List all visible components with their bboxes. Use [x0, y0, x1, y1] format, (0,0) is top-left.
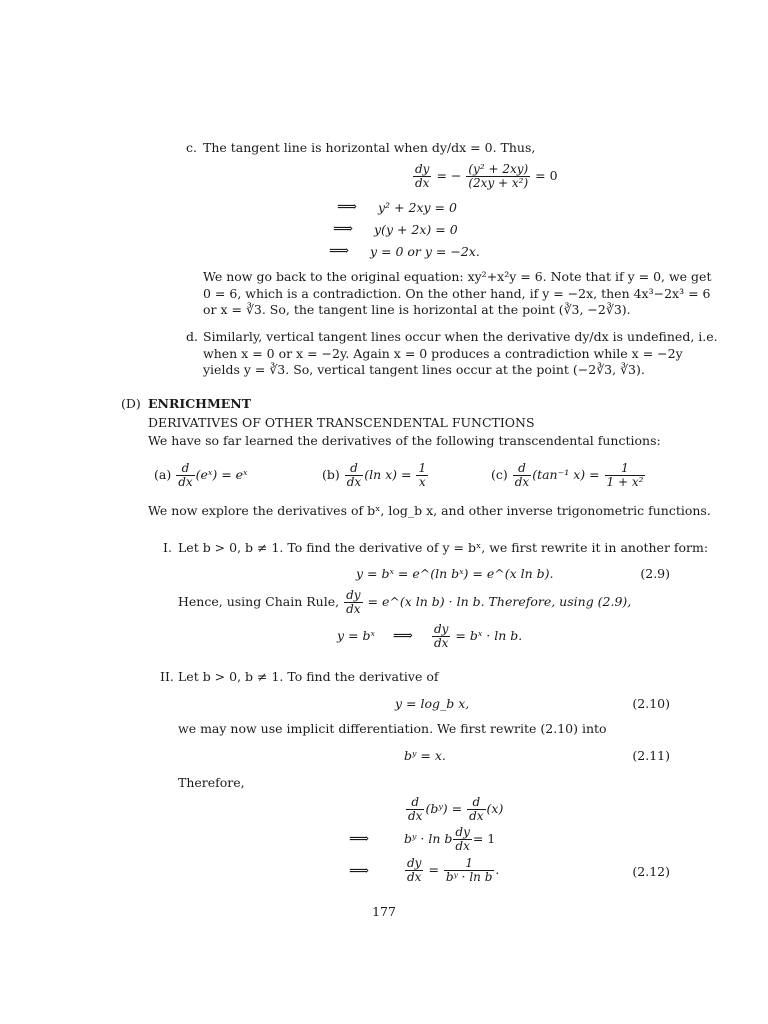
equation: y = log_b x,	[395, 696, 470, 711]
formula-a: (a) $\frac{d}{dx}$ (eˣ) = eˣ	[154, 461, 248, 489]
equation: bʸ = x.	[404, 748, 446, 763]
text-line: We have so far learned the derivatives of the following transcendental functions:	[148, 433, 661, 448]
paragraph	[203, 329, 718, 379]
section-title: ENRICHMENT	[148, 396, 252, 411]
implies-arrow: ⟹	[337, 199, 358, 215]
section-label: (D)	[121, 396, 141, 411]
equation-number: (2.12)	[632, 864, 670, 879]
formula-b: (b) $\frac{d}{dx}$ (ln x) = $\frac{1}{x}$	[322, 461, 427, 489]
implies-arrow: ⟹	[349, 863, 370, 879]
equation: bʸ · ln b $\frac{dy}{dx}$ = 1	[404, 825, 496, 853]
equation: y² + 2xy = 0	[378, 200, 457, 215]
equation: $\frac{dy}{dx}$ = $\frac{1}{\text{bʸ · ln b}}$ .	[407, 856, 500, 884]
text-line: yields y = ∛3. So, vertical tangent lines occur at the point (−2∛3, ∛3).	[203, 362, 645, 377]
equation: $\frac{dy}{dx}$ = − $\frac{\text{(y² + 2xy)}}{\text{(2xy + x²)}}$ = 0	[415, 162, 558, 190]
text-line: Let b > 0, b ≠ 1. To find the derivative of	[178, 669, 439, 684]
equation: $\frac{d}{dx}$ (bʸ) = $\frac{d}{dx}$ (x)	[408, 795, 504, 823]
implies-arrow: ⟹	[329, 243, 350, 259]
paragraph	[203, 269, 711, 319]
text-line: 0 = 6, which is a contradiction. On the other hand, if y = −2x, then 4x³−2x³ = 6	[203, 285, 711, 301]
text-line: when x = 0 or x = −2y. Again x = 0 produces a contradiction while x = −2y	[203, 345, 683, 361]
text-line: Similarly, vertical tangent lines occur when the derivative dy/dx is undefined, i.e.	[203, 329, 718, 344]
item-label-I: I.	[163, 540, 172, 555]
text-line: or x = ∛3. So, the tangent line is horizontal at the point (∛3, −2∛3).	[203, 302, 631, 317]
equation: y(y + 2x) = 0	[374, 222, 458, 237]
equation-number: (2.9)	[640, 566, 670, 581]
item-label-II: II.	[160, 669, 174, 684]
formula-c: (c) $\frac{d}{dx}$ (tan⁻¹ x) = $\frac{1}{\text{1 + x²}}$	[491, 461, 644, 489]
item-label-c: c.	[186, 140, 197, 155]
page-number: 177	[372, 904, 396, 919]
text-line: Therefore,	[178, 775, 245, 790]
equation: y = bˣ = e^(ln bˣ) = e^(x ln b).	[356, 566, 554, 581]
equation-number: (2.10)	[632, 696, 670, 711]
text-line: We now explore the derivatives of bˣ, log_b x, and other inverse trigonometric functions.	[148, 503, 711, 518]
text-line: The tangent line is horizontal when dy/dx = 0. Thus,	[203, 140, 536, 155]
equation: y = 0 or y = −2x.	[370, 244, 480, 259]
text-line: we may now use implicit differentiation. We first rewrite (2.10) into	[178, 721, 607, 736]
text-line: We now go back to the original equation: xy²+x²y = 6. Note that if y = 0, we get	[203, 269, 712, 284]
implies-arrow: ⟹	[349, 831, 370, 847]
text-line: Hence, using Chain Rule, $\frac{dy}{dx}$ = e^(x ln b) · ln b. Therefore, using (2.9),	[178, 588, 632, 616]
fraction: $\frac{\text{(y² + 2xy)}}{\text{(2xy + x²)}}$	[468, 162, 529, 190]
section-subtitle: DERIVATIVES OF OTHER TRANSCENDENTAL FUNCTIONS	[148, 415, 535, 430]
item-label-d: d.	[186, 329, 198, 344]
text-line: Let b > 0, b ≠ 1. To find the derivative of y = bˣ, we first rewrite it in another form:	[178, 540, 709, 555]
equation: y = bˣ ⟹ $\frac{dy}{dx}$ = bˣ · ln b.	[337, 622, 523, 650]
equation-number: (2.11)	[632, 748, 670, 763]
implies-arrow: ⟹	[333, 221, 354, 237]
fraction: $\frac{dy}{dx}$	[415, 162, 430, 190]
